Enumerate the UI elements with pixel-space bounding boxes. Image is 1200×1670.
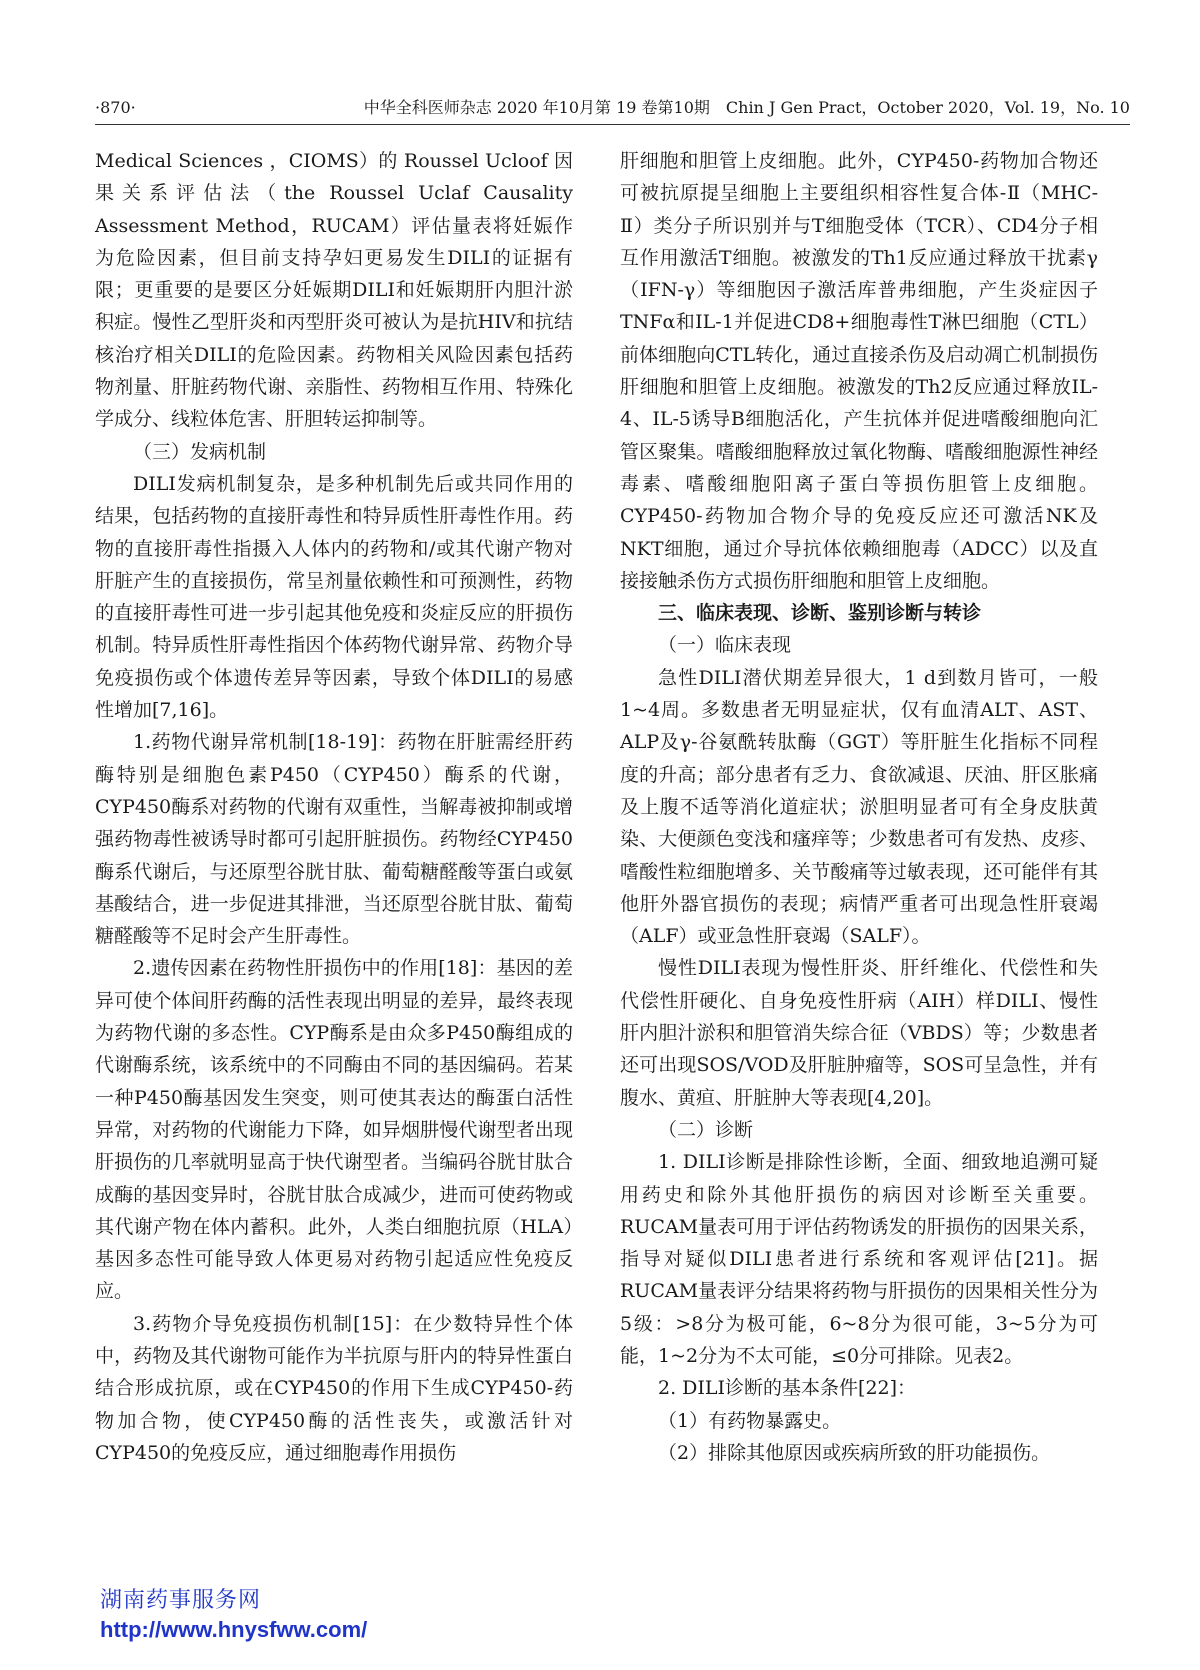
- journal-citation: 中华全科医师杂志 2020 年10月第 19 卷第10期 Chin J Gen Pract，October 2020，Vol. 19，No. 10: [363, 98, 1130, 117]
- page-header: [95, 93, 1130, 123]
- paragraph: 1.药物代谢异常机制[18-19]：药物在肝脏需经肝药酶特别是细胞色素P450（CYP450）酶系的代谢，CYP450酶系对药物的代谢有双重性，当解毒被抑制或增强药物毒性被诱导时都可引起肝脏损伤。药物经CYP450酶系代谢后，与还原型谷胱甘肽、葡萄糖醛酸等蛋白或氨基酸结合，进一步促进其排泄，当还原型谷胱甘肽、葡萄糖醛酸等不足时会产生肝毒性。: [95, 731, 573, 948]
- paragraph: DILI发病机制复杂，是多种机制先后或共同作用的结果，包括药物的直接肝毒性和特异质性肝毒性作用。药物的直接肝毒性指摄入人体内的药物和/或其代谢产物对肝脏产生的直接损伤，常呈剂量依赖性和可预测性，药物的直接肝毒性可进一步引起其他免疫和炎症反应的肝损伤机制。特异质性肝毒性指因个体药物代谢异常、药物介导免疫损伤或个体遗传差异等因素，导致个体DILI的易感性增加[7,16]。: [95, 472, 573, 722]
- paragraph: 3.药物介导免疫损伤机制[15]：在少数特异性个体中，药物及其代谢物可能作为半抗原与肝内的特异性蛋白结合形成抗原，或在CYP450的作用下生成CYP450-药物加合物，使CYP450酶的活性丧失，或激活针对CYP450的免疫反应，通过细胞毒作用损伤: [95, 1312, 573, 1464]
- paragraph: 慢性DILI表现为慢性肝炎、肝纤维化、代偿性和失代偿性肝硬化、自身免疫性肝病（AIH）样DILI、慢性肝内胆汁淤积和胆管消失综合征（VBDS）等；少数患者还可出现SOS/VOD及肝脏肿瘤等，SOS可呈急性，并有腹水、黄疸、肝脏肿大等表现[4,20]。: [620, 957, 1098, 1109]
- paragraph: Medical Sciences ，CIOMS）的 Roussel Ucloof 因果关系评估法（the Roussel Uclaf Causality Assessment Method，RUCAM）评估量表将妊娠作为危险因素，但目前支持孕妇更易发生DILI的证据有限；更重要的是要区分妊娠期DILI和妊娠期肝内胆汁淤积症。慢性乙型肝炎和丙型肝炎可被认为是抗HIV和抗结核治疗相关DILI的危险因素。药物相关风险因素包括药物剂量、肝脏药物代谢、亲脂性、药物相互作用、特殊化学成分、线粒体危害、肝胆转运抑制等。: [95, 150, 573, 431]
- paragraph: 肝细胞和胆管上皮细胞。此外，CYP450-药物加合物还可被抗原提呈细胞上主要组织相容性复合体-Ⅱ（MHC-Ⅱ）类分子所识别并与T细胞受体（TCR）、CD4分子相互作用激活T细胞。被激发的Th1反应通过释放干扰素γ（IFN-γ）等细胞因子激活库普弗细胞，产生炎症因子TNFα和IL-1并促进CD8+细胞毒性T淋巴细胞（CTL）前体细胞向CTL转化，通过直接杀伤及启动凋亡机制损伤肝细胞和胆管上皮细胞。被激发的Th2反应通过释放IL-4、IL-5诱导B细胞活化，产生抗体并促进嗜酸细胞向汇管区聚集。嗜酸细胞释放过氧化物酶、嗜酸细胞源性神经毒素、嗜酸细胞阳离子蛋白等损伤胆管上皮细胞。CYP450-药物加合物介导的免疫反应还可激活NK及NKT细胞，通过介导抗体依赖细胞毒（ADCC）以及直接接触杀伤方式损伤肝细胞和胆管上皮细胞。: [620, 150, 1098, 592]
- section-subheading: （三）发病机制: [133, 440, 267, 463]
- page-number: ·870·: [95, 98, 136, 117]
- watermark-site-name: 湖南药事服务网: [100, 1587, 262, 1612]
- section-subheading: （二）诊断: [658, 1118, 754, 1141]
- paragraph: 2.遗传因素在药物性肝损伤中的作用[18]：基因的差异可使个体间肝药酶的活性表现出明显的差异，最终表现为药物代谢的多态性。CYP酶系是由众多P450酶组成的代谢酶系统，该系统中的不同酶由不同的基因编码。若某一种P450酶基因发生突变，则可使其表达的酶蛋白活性异常，对药物的代谢能力下降，如异烟肼慢代谢型者出现肝损伤的几率就明显高于快代谢型者。当编码谷胱甘肽合成酶的基因变异时，谷胱甘肽合成减少，进而可使药物或其代谢产物在体内蓄积。此外，人类白细胞抗原（HLA）基因多态性可能导致人体更易对药物引起适应性免疫反应。: [95, 957, 573, 1303]
- section-heading: 三、临床表现、诊断、鉴别诊断与转诊: [658, 602, 982, 625]
- list-item: （2）排除其他原因或疾病所致的肝功能损伤。: [658, 1441, 1051, 1464]
- watermark: [100, 1585, 367, 1645]
- list-item: （1）有药物暴露史。: [658, 1409, 842, 1432]
- watermark-url[interactable]: http://www.hnysfww.com/: [100, 1617, 368, 1642]
- paragraph: 急性DILI潜伏期差异很大，1 d到数月皆可，一般1~4周。多数患者无明显症状，仅有血清ALT、AST、ALP及γ-谷氨酰转肽酶（GGT）等肝脏生化指标不同程度的升高；部分患者有乏力、食欲减退、厌油、肝区胀痛及上腹不适等消化道症状；淤胆明显者可有全身皮肤黄染、大便颜色变浅和瘙痒等；少数患者可有发热、皮疹、嗜酸性粒细胞增多、关节酸痛等过敏表现，还可能伴有其他肝外器官损伤的表现；病情严重者可出现急性肝衰竭（ALF）或亚急性肝衰竭（SALF）。: [620, 666, 1098, 948]
- section-subheading: （一）临床表现: [658, 634, 792, 657]
- left-column: [95, 145, 573, 1469]
- header-divider: [95, 124, 1130, 125]
- paragraph: 2. DILI诊断的基本条件[22]：: [658, 1377, 917, 1400]
- right-column: [620, 145, 1098, 1469]
- paragraph: 1. DILI诊断是排除性诊断，全面、细致地追溯可疑用药史和除外其他肝损伤的病因对诊断至关重要。RUCAM量表可用于评估药物诱发的肝损伤的因果关系，指导对疑似DILI患者进行系统和客观评估[21]。据RUCAM量表评分结果将药物与肝损伤的因果相关性分为5级：>8分为极可能，6~8分为很可能，3~5分为可能，1~2分为不太可能，≤0分可排除。见表2。: [620, 1151, 1098, 1367]
